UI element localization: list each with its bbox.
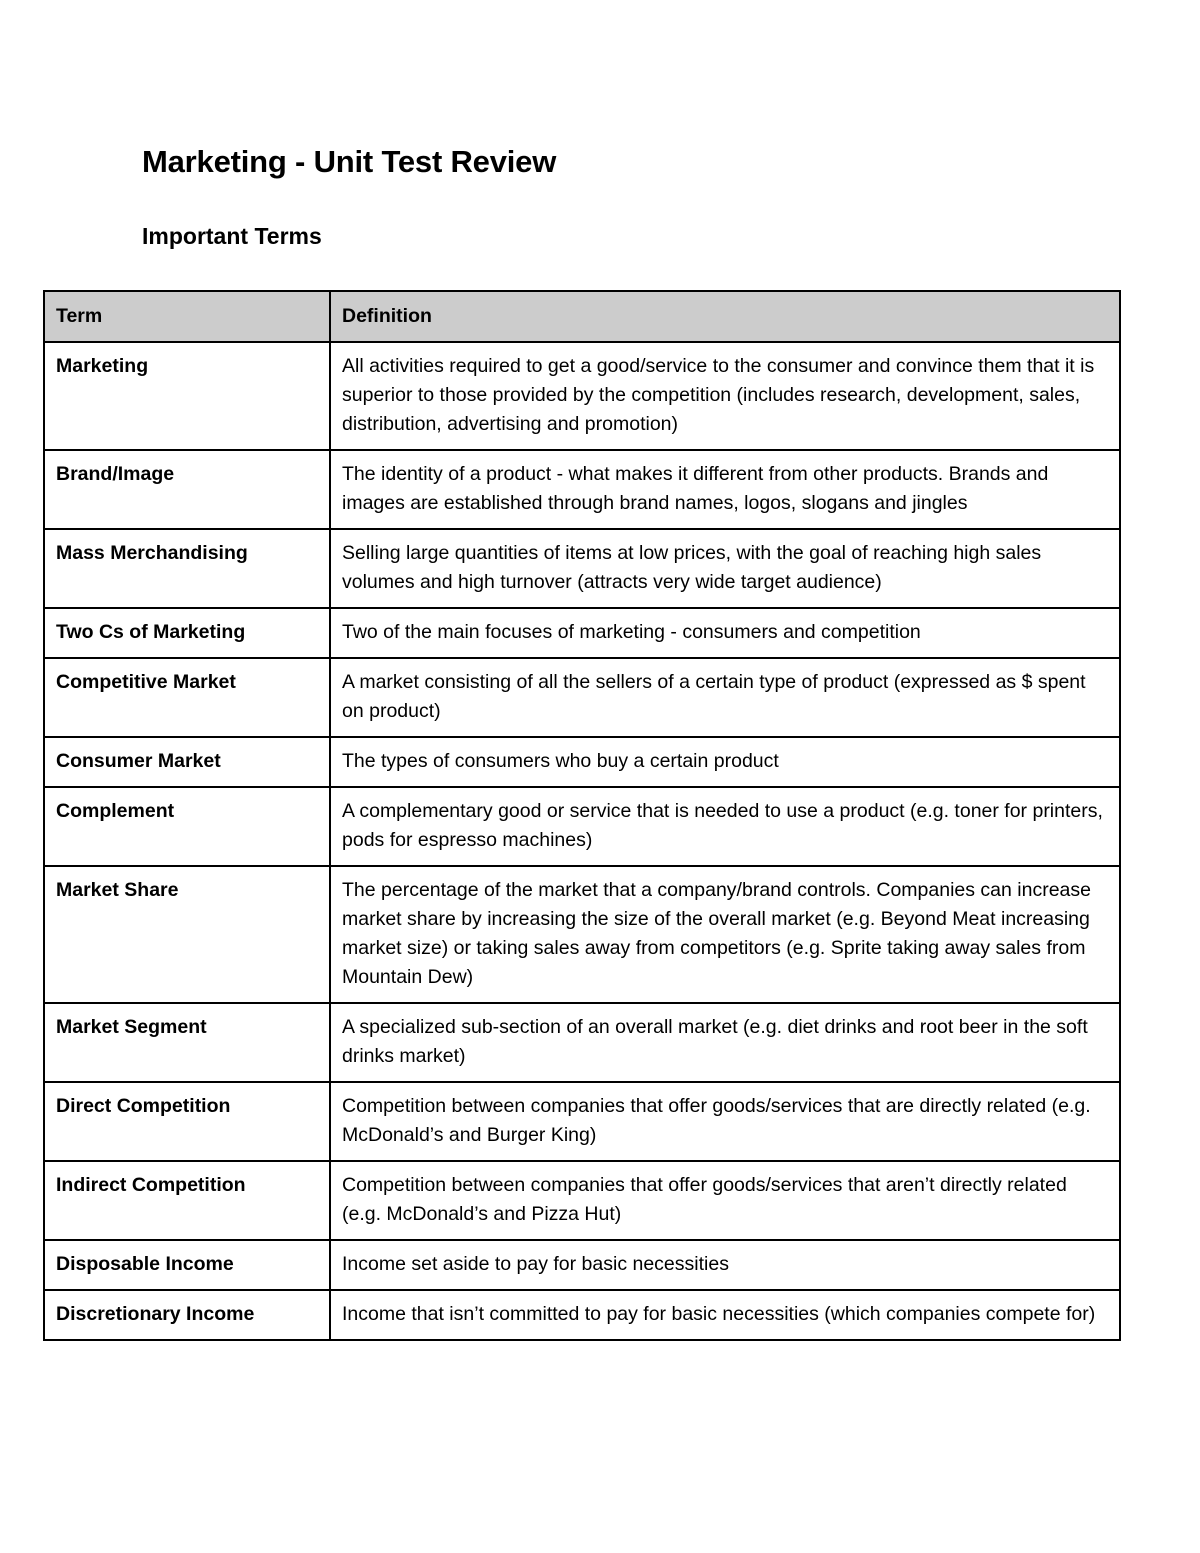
table-row <box>44 450 1120 529</box>
term-cell: Consumer Market <box>44 737 330 787</box>
term-cell: Marketing <box>44 342 330 450</box>
column-header-definition: Definition <box>330 291 1120 342</box>
page-title: Marketing - Unit Test Review <box>142 144 557 179</box>
table-row <box>44 866 1120 1003</box>
table-header-row <box>44 291 1120 342</box>
term-cell: Indirect Competition <box>44 1161 330 1240</box>
definition-cell: Two of the main focuses of marketing - consumers and competition <box>330 608 1120 658</box>
column-header-term: Term <box>44 291 330 342</box>
definition-cell: A specialized sub-section of an overall market (e.g. diet drinks and root beer in the soft drinks market) <box>330 1003 1120 1082</box>
table-row <box>44 737 1120 787</box>
term-cell: Brand/Image <box>44 450 330 529</box>
section-heading: Important Terms <box>142 223 322 249</box>
definition-cell: All activities required to get a good/service to the consumer and convince them that it is superior to those provided by the competition (includes research, development, sales, distribution, advertising and promotion) <box>330 342 1120 450</box>
table-row <box>44 529 1120 608</box>
definition-cell: The types of consumers who buy a certain product <box>330 737 1120 787</box>
term-cell: Market Share <box>44 866 330 1003</box>
table-row <box>44 342 1120 450</box>
term-cell: Complement <box>44 787 330 866</box>
term-cell: Mass Merchandising <box>44 529 330 608</box>
term-cell: Market Segment <box>44 1003 330 1082</box>
table-row <box>44 1240 1120 1290</box>
term-cell: Discretionary Income <box>44 1290 330 1340</box>
term-cell: Two Cs of Marketing <box>44 608 330 658</box>
definition-cell: Income that isn’t committed to pay for basic necessities (which companies compete for) <box>330 1290 1120 1340</box>
table-row <box>44 1003 1120 1082</box>
terms-table <box>43 290 1121 1341</box>
term-cell: Disposable Income <box>44 1240 330 1290</box>
table-row <box>44 1082 1120 1161</box>
table-row <box>44 1161 1120 1240</box>
definition-cell: Selling large quantities of items at low prices, with the goal of reaching high sales volumes and high turnover (attracts very wide target audience) <box>330 529 1120 608</box>
table-row <box>44 1290 1120 1340</box>
definition-cell: A market consisting of all the sellers of a certain type of product (expressed as $ spent on product) <box>330 658 1120 737</box>
definition-cell: Competition between companies that offer goods/services that are directly related (e.g. McDonald’s and Burger King) <box>330 1082 1120 1161</box>
table-row <box>44 658 1120 737</box>
definition-cell: Competition between companies that offer goods/services that aren’t directly related (e.g. McDonald’s and Pizza Hut) <box>330 1161 1120 1240</box>
table-row <box>44 608 1120 658</box>
definition-cell: A complementary good or service that is needed to use a product (e.g. toner for printers, pods for espresso machines) <box>330 787 1120 866</box>
definition-cell: Income set aside to pay for basic necessities <box>330 1240 1120 1290</box>
definition-cell: The identity of a product - what makes it different from other products. Brands and images are established through brand names, logos, slogans and jingles <box>330 450 1120 529</box>
definition-cell: The percentage of the market that a company/brand controls. Companies can increase market share by increasing the size of the overall market (e.g. Beyond Meat increasing market size) or taking sales away from competitors (e.g. Sprite taking away sales from Mountain Dew) <box>330 866 1120 1003</box>
table-row <box>44 787 1120 866</box>
term-cell: Direct Competition <box>44 1082 330 1161</box>
term-cell: Competitive Market <box>44 658 330 737</box>
